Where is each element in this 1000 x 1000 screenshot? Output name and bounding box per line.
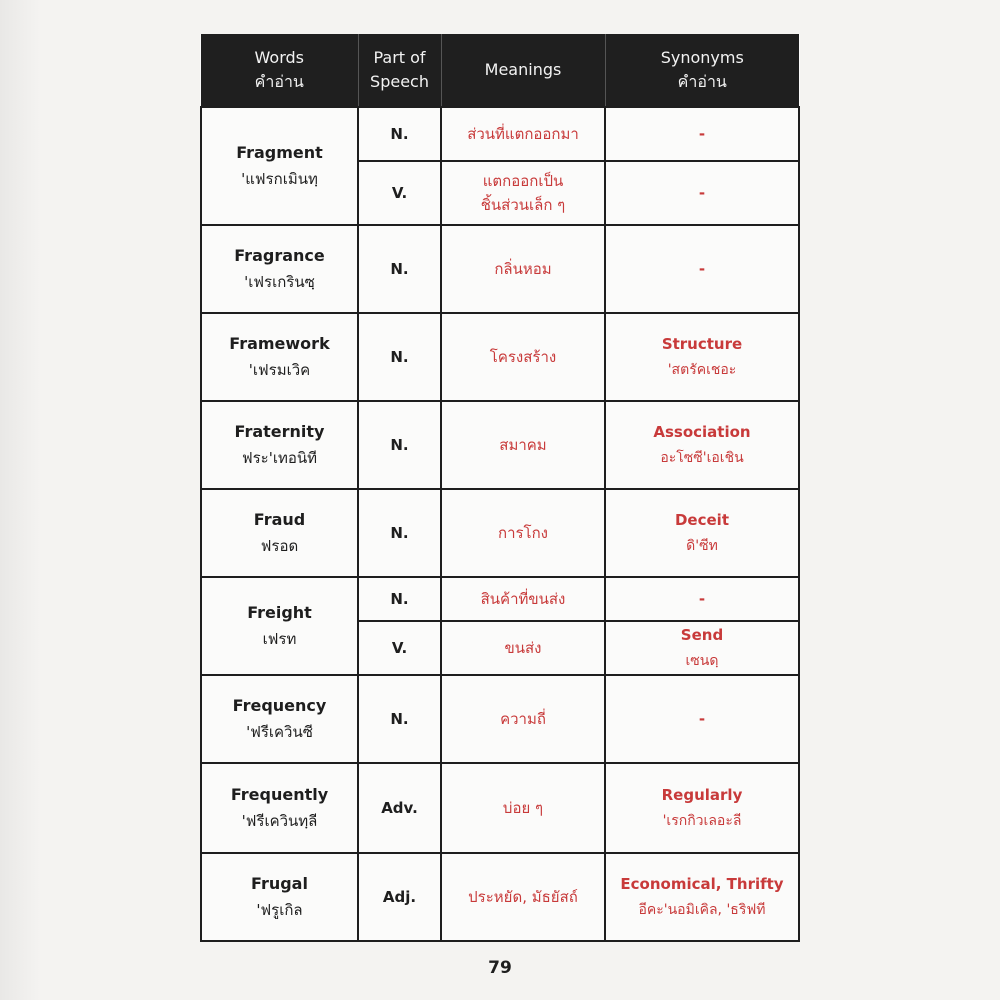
synonym: - [698, 184, 706, 202]
synonym-cell [605, 577, 799, 621]
meaning-line: ความถี่ [500, 710, 546, 728]
meaning-cell [441, 401, 605, 489]
table-header-row [201, 34, 799, 107]
synonym: Structure [661, 335, 743, 353]
table-row [201, 313, 799, 401]
part-of-speech: N. [358, 489, 441, 577]
synonym-reading: อีคะ'นอมิเคิล, 'ธริฟที [638, 902, 766, 918]
meaning-cell [441, 107, 605, 161]
meaning-line: การโกง [497, 524, 549, 542]
header-synonyms: Synonyms คำอ่าน [605, 34, 799, 107]
part-of-speech: N. [358, 675, 441, 763]
word-cell [201, 401, 358, 489]
word: Frugal [251, 874, 308, 893]
synonym-reading: 'เรกกิวเลอะลี [662, 813, 742, 829]
word-reading: ฟระ'เทอนิที [241, 449, 318, 467]
meaning-cell [441, 313, 605, 401]
table-row [201, 675, 799, 763]
synonym-cell [605, 621, 799, 675]
meaning-line: ขนส่ง [504, 639, 542, 657]
page-number: 79 [488, 958, 512, 978]
part-of-speech: V. [358, 621, 441, 675]
word-reading: 'ฟรีเควินซี [246, 723, 313, 741]
meaning-cell [441, 577, 605, 621]
word-cell [201, 313, 358, 401]
word-cell [201, 107, 358, 225]
meaning-line: สินค้าที่ขนส่ง [480, 590, 566, 608]
part-of-speech: Adj. [358, 853, 441, 941]
header-part-of-speech: Part of Speech [358, 34, 441, 107]
synonym-cell [605, 763, 799, 853]
meaning-cell [441, 161, 605, 225]
synonym-cell [605, 853, 799, 941]
synonym-reading: ดิ'ซีท [686, 538, 718, 554]
word: Freight [247, 603, 312, 622]
word-reading: ฟรอด [260, 537, 299, 555]
table-row [201, 401, 799, 489]
word-reading: 'เฟรเกรินซฺ [244, 273, 315, 291]
word: Fragment [236, 143, 323, 162]
word: Fragrance [234, 246, 325, 265]
page-gutter-shadow [0, 0, 40, 1000]
word: Fraud [253, 510, 306, 529]
meaning-line: ชิ้นส่วนเล็ก ๆ [480, 196, 566, 214]
table-row [201, 577, 799, 621]
synonym-cell [605, 225, 799, 313]
synonym: Deceit [674, 511, 729, 529]
synonym: - [698, 710, 706, 728]
table-row [201, 225, 799, 313]
meaning-cell [441, 675, 605, 763]
word-cell [201, 853, 358, 941]
meaning-cell [441, 621, 605, 675]
word: Fraternity [234, 422, 325, 441]
meaning-line: โครงสร้าง [489, 348, 557, 366]
synonym: Association [653, 423, 751, 441]
header-meanings: Meanings [441, 34, 605, 107]
word-cell [201, 675, 358, 763]
synonym-cell [605, 107, 799, 161]
table-row [201, 107, 799, 161]
meaning-line: กลิ่นหอม [494, 260, 552, 278]
part-of-speech: N. [358, 401, 441, 489]
synonym-reading: อะโซซี'เอเชิน [660, 450, 744, 466]
table-row [201, 489, 799, 577]
synonym: Economical, Thrifty [620, 875, 784, 893]
synonym-reading: เซนดฺ [685, 653, 719, 669]
part-of-speech: N. [358, 313, 441, 401]
table-body [201, 107, 799, 941]
table-row [201, 853, 799, 941]
word-cell [201, 763, 358, 853]
word: Frequency [232, 696, 327, 715]
synonym-cell [605, 313, 799, 401]
word: Frequently [230, 785, 329, 804]
part-of-speech: Adv. [358, 763, 441, 853]
header-words: Words คำอ่าน [201, 34, 358, 107]
word-reading: 'แฟรกเมินทฺ [241, 170, 318, 188]
meaning-cell [441, 489, 605, 577]
part-of-speech: N. [358, 225, 441, 313]
part-of-speech: N. [358, 577, 441, 621]
synonym: - [698, 590, 706, 608]
word-reading: 'ฟรีเควินทฺลี [241, 812, 318, 830]
synonym-cell [605, 161, 799, 225]
synonym: Send [680, 626, 724, 644]
meaning-line: สมาคม [499, 436, 547, 454]
word-cell [201, 489, 358, 577]
synonym: Regularly [661, 786, 743, 804]
word-reading: 'เฟรมเวิค [248, 361, 311, 379]
meaning-line: ประหยัด, มัธยัสถ์ [468, 888, 578, 906]
word-cell [201, 577, 358, 675]
meaning-line: แตกออกเป็น [482, 172, 564, 190]
word-reading: เฟรท [262, 630, 297, 648]
vocabulary-table [200, 34, 800, 942]
meaning-line: ส่วนที่แตกออกมา [467, 125, 579, 143]
synonym-cell [605, 489, 799, 577]
word: Framework [229, 334, 330, 353]
meaning-cell [441, 225, 605, 313]
word-cell [201, 225, 358, 313]
table-row [201, 763, 799, 853]
meaning-cell [441, 763, 605, 853]
synonym-reading: 'สตรัคเชอะ [667, 362, 737, 378]
meaning-cell [441, 853, 605, 941]
part-of-speech: V. [358, 161, 441, 225]
synonym-cell [605, 401, 799, 489]
synonym: - [698, 260, 706, 278]
synonym: - [698, 125, 706, 143]
word-reading: 'ฟรูเกิล [256, 901, 303, 919]
meaning-line: บ่อย ๆ [502, 799, 544, 817]
part-of-speech: N. [358, 107, 441, 161]
synonym-cell [605, 675, 799, 763]
